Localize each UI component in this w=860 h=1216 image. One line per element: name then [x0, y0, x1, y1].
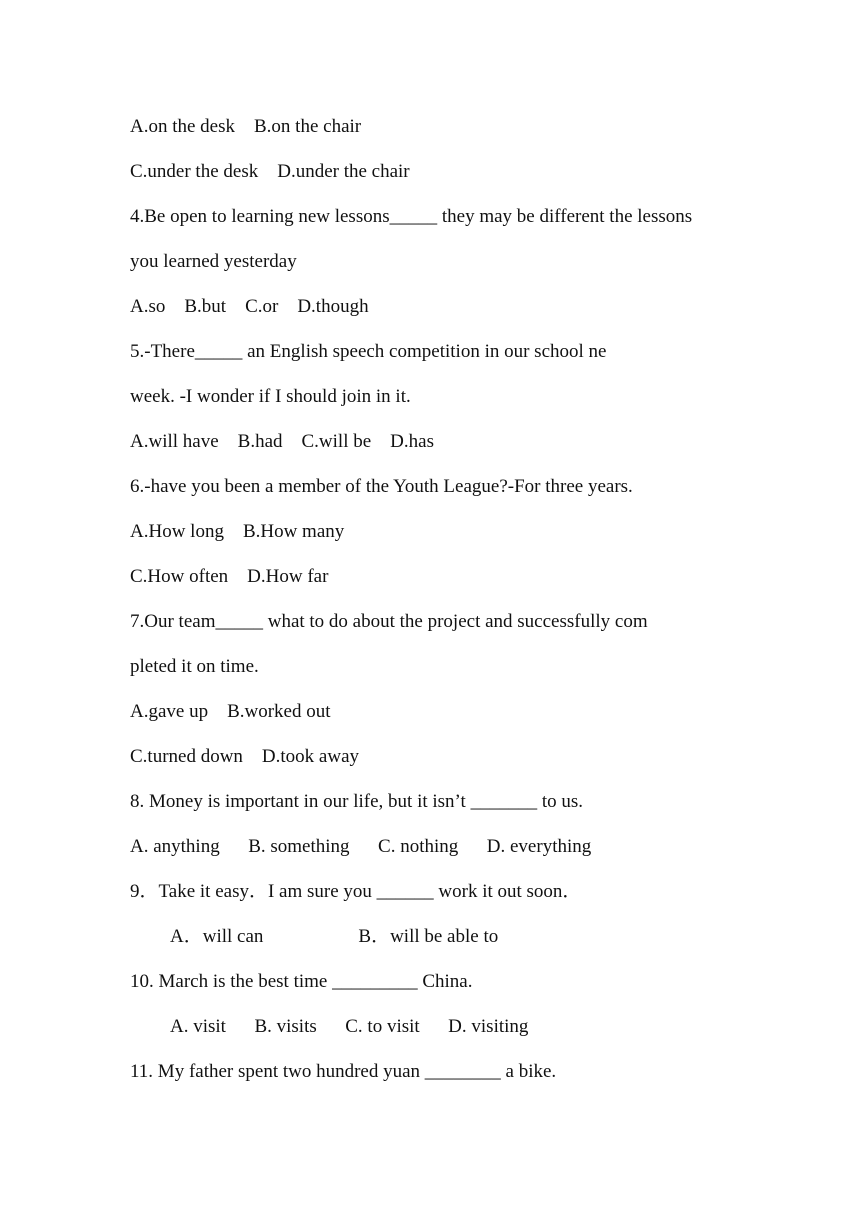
question-6: 6.-have you been a member of the Youth League?-For three years.	[130, 476, 633, 497]
answer-options-q7-line2: C.turned down D.took away	[130, 746, 360, 767]
question-5-line2: week. -I wonder if I should join in it.	[130, 386, 411, 407]
question-4-line1: 4.Be open to learning new lessons_____ they may be different the lessons	[130, 206, 693, 227]
answer-options-q5: A.will have B.had C.will be D.has	[130, 431, 434, 452]
question-11: 11. My father spent two hundred yuan ________ a bike.	[130, 1061, 557, 1082]
answer-options-q4: A.so B.but C.or D.though	[130, 296, 369, 317]
question-8: 8. Money is important in our life, but it isn’t _______ to us.	[130, 791, 583, 812]
answer-options-q9: A．will can B．will be able to	[170, 926, 499, 947]
question-list	[130, 112, 770, 1102]
question-7-line1: 7.Our team_____ what to do about the project and successfully com	[130, 611, 648, 632]
answer-options-q7-line1: A.gave up B.worked out	[130, 701, 331, 722]
answer-options-q6-line1: A.How long B.How many	[130, 521, 345, 542]
question-7-line2: pleted it on time.	[130, 656, 259, 677]
question-5-line1: 5.-There_____ an English speech competition in our school ne	[130, 341, 607, 362]
answer-options-q3-line1: A.on the desk B.on the chair	[130, 116, 362, 137]
question-4-line2: you learned yesterday	[130, 251, 297, 272]
answer-options-q8: A. anything B. something C. nothing D. everything	[130, 836, 592, 857]
answer-options-q3-line2: C.under the desk D.under the chair	[130, 161, 410, 182]
answer-options-q10: A. visit B. visits C. to visit D. visiting	[170, 1016, 529, 1037]
question-9: 9．Take it easy．I am sure you ______ work it out soon．	[130, 881, 582, 902]
question-10: 10. March is the best time _________ China.	[130, 971, 473, 992]
answer-options-q6-line2: C.How often D.How far	[130, 566, 329, 587]
